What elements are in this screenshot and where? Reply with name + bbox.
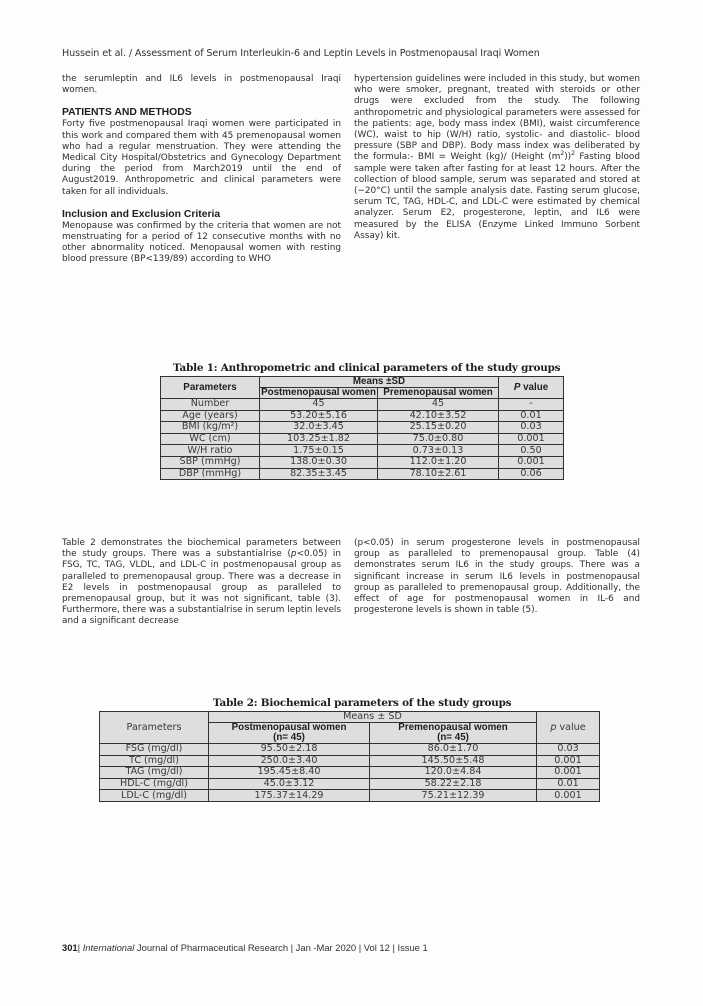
table1-cell-param: WC (cm) [161,433,260,445]
table2-row [100,767,600,779]
table1-header-postmenopausal: Postmenopausal women [261,387,376,398]
table2-row [100,755,600,767]
table2-cell-pre: 120.0±4.84 [370,767,537,779]
superscript: 2 [560,150,565,158]
methods-text-part3: Fasting blood sample were taken after fasting for at least 12 hours. After the collection of blood sample, serum was separated and stored at (−20°C) until the sample analysis date. Fasting serum glucose, serum TC, TAG, HDL-C, and LDL-C were estimated by chemical analyzer. Serum E2, progesterone, leptin, and IL6 were measured by the ELISA (Enzyme Linked Immuno Sorbent Assay) kit. [354,152,640,241]
methods-text-part1: hypertension guidelines were included in this study, but women who were smoker, pregnant, treated with steroids or other drugs were excluded from the study. The following anthropometric and physiological parameters were assessed for the patients: age, body mass index (BMI), waist circumference (WC), waist to hip (W/H) ratio, systolic- and diastolic- blood pressure (SBP and DBP). Body mass index was deliberated by the formula:- BMI = Weight (kg)/ (Height (m [354,74,640,163]
results-paragraph-left [62,538,341,628]
table1-cell-p: 0.50 [499,445,564,457]
table1-cell-post: 45 [260,399,378,411]
inclusion-exclusion-paragraph: Menopause was confirmed by the criteria that women are not menstruating for a period of 12 consecutive months with no other abnormality noticed. Menopausal women with resting blood pressure (BP<139/89) according to WHO [62,220,341,265]
table2-cell-pre: 86.0±1.70 [370,744,537,756]
table1-cell-pre: 0.73±0.13 [378,445,499,457]
table2-header-pre-n: (n= 45) [437,732,469,743]
running-head: Hussein et al. / Assessment of Serum Interleukin-6 and Leptin Levels in Postmenopausal Iraqi Women [62,48,540,59]
table1-cell-param: Age (years) [161,410,260,422]
table1-cell-param: Number [161,399,260,411]
table2-cell-post: 95.50±2.18 [209,744,370,756]
table2-cell-param: LDL-C (mg/dl) [100,790,209,802]
table2-cell-param: FSG (mg/dl) [100,744,209,756]
table2-row [100,790,600,802]
table1-row [161,422,564,434]
table2-cell-pre: 58.22±2.18 [370,778,537,790]
table1-cell-post: 82.35±3.45 [260,468,378,480]
table2-cell-p: 0.001 [537,767,600,779]
table1-row [161,410,564,422]
table1-cell-p: - [499,399,564,411]
table1-cell-post: 138.0±0.30 [260,456,378,468]
table2-header-premenopausal [370,723,537,744]
table2-header-parameters: Parameters [100,712,209,744]
table2-row [100,744,600,756]
table2-cell-post: 45.0±3.12 [209,778,370,790]
p-symbol: P [513,381,521,393]
table1-header-parameters: Parameters [161,377,260,399]
p-symbol: p [550,721,557,733]
methods-continued-paragraph [354,74,640,242]
footer-separator: | [77,942,83,953]
intro-tail-paragraph: the serumleptin and IL6 levels in postmenopausal Iraqi women. [62,74,341,96]
table2-cell-p: 0.001 [537,755,600,767]
table1-cell-post: 103.25±1.82 [260,433,378,445]
table1-cell-pre: 75.0±0.80 [378,433,499,445]
results-text-a: Table 2 demonstrates the biochemical parameters between the study groups. There was a substantialrise ( [62,538,341,560]
table2-cell-post: 250.0±3.40 [209,755,370,767]
table1-cell-p: 0.001 [499,433,564,445]
table2-cell-param: TAG (mg/dl) [100,767,209,779]
table1-cell-param: W/H ratio [161,445,260,457]
table1-cell-param: DBP (mmHg) [161,468,260,480]
table1-row [161,433,564,445]
results-paragraph-right: (p<0.05) in serum progesterone levels in postmenopausal group as paralleled to premenopausal group. Table (4) demonstrates serum IL6 in the study groups. There was a significant increase in serum IL6 levels in postmenopausal group as paralleled to premenopausal group. Additionally, the effect of age for postmenopausal women in IL-6 and progesterone levels is shown in table (5). [354,538,640,616]
table2-header-means-sd: Means ± SD [209,712,537,723]
right-column-top [354,74,640,242]
table1-row [161,456,564,468]
table1-cell-p: 0.06 [499,468,564,480]
table1-cell-pre: 25.15±0.20 [378,422,499,434]
table2-header-postmenopausal [209,723,370,744]
patients-methods-paragraph: Forty five postmenopausal Iraqi women were participated in this work and compared them with 45 premenopausal women who had a regular menstruation. They were attending the Medical City Hospital/Obstetrics and Gynecology Department during the period from March2019 until the end of August2019. Anthropometric and clinical parameters were taken for all individuals. [62,119,341,197]
table2-row [100,778,600,790]
left-column-top [62,74,341,266]
table2-cell-p: 0.03 [537,744,600,756]
table2-cell-post: 195.45±8.40 [209,767,370,779]
section-heading-inclusion-exclusion: Inclusion and Exclusion Criteria [62,208,221,220]
table1-cell-post: 1.75±0.15 [260,445,378,457]
table2-header-post-n: (n= 45) [273,732,305,743]
p-symbol: p [290,549,297,560]
table1-row [161,399,564,411]
table2-header-post-label: Postmenopausal women [231,722,347,733]
table1-row [161,445,564,457]
table1-cell-p: 0.001 [499,456,564,468]
table2-header-p-value: p value [537,712,600,744]
table1-caption: Table 1: Anthropometric and clinical parameters of the study groups [173,362,561,374]
table2-cell-param: HDL-C (mg/dl) [100,778,209,790]
table1-cell-post: 53.20±5.16 [260,410,378,422]
table1-cell-post: 32.0±3.45 [260,422,378,434]
results-text-b: <0.05) in FSG, TC, TAG, VLDL, and LDL-C in postmenopausal group as paralleled to premenopausal group. There was a decrease in E2 levels in postmenopausal group as paralleled to premenopausal group, but it was not significant, table (3). Furthermore, there was a substantialrise in serum leptin levels and a significant decrease [62,549,341,627]
table1-cell-p: 0.03 [499,422,564,434]
superscript: 2 [571,150,575,158]
table1 [160,376,564,480]
table1-cell-pre: 42.10±3.52 [378,410,499,422]
table1-cell-p: 0.01 [499,410,564,422]
table1-cell-param: SBP (mmHg) [161,456,260,468]
methods-text-part2: )) [564,152,572,163]
table2-body [100,744,600,802]
page-footer [62,942,428,953]
table2-cell-pre: 75.21±12.39 [370,790,537,802]
table2-cell-p: 0.001 [537,790,600,802]
table2-caption: Table 2: Biochemical parameters of the study groups [213,697,512,709]
table1-header-premenopausal: Premenopausal women [378,388,499,399]
table2-cell-param: TC (mg/dl) [100,755,209,767]
journal-details: Journal of Pharmaceutical Research | Jan -Mar 2020 | Vol 12 | Issue 1 [134,942,428,953]
table1-header-means-sd: Means ±SD [260,377,499,388]
table1-body [161,399,564,480]
table1-cell-pre: 112.0±1.20 [378,456,499,468]
table2-cell-pre: 145.50±5.48 [370,755,537,767]
table2-cell-post: 175.37±14.29 [209,790,370,802]
table1-row [161,468,564,480]
page-number: 301 [62,942,78,953]
table1-header-p-value: P value [499,377,564,399]
table2 [99,711,600,802]
table2-header-pre-label: Premenopausal women [398,722,508,733]
section-heading-patients-methods: PATIENTS AND METHODS [62,107,192,119]
table1-cell-param: BMI (kg/m²) [161,422,260,434]
table1-cell-pre: 78.10±2.61 [378,468,499,480]
table1-cell-pre: 45 [378,399,499,411]
right-column-bottom [354,538,640,616]
journal-name-italic: International [82,942,135,953]
table2-cell-p: 0.01 [537,778,600,790]
left-column-bottom [62,538,341,628]
